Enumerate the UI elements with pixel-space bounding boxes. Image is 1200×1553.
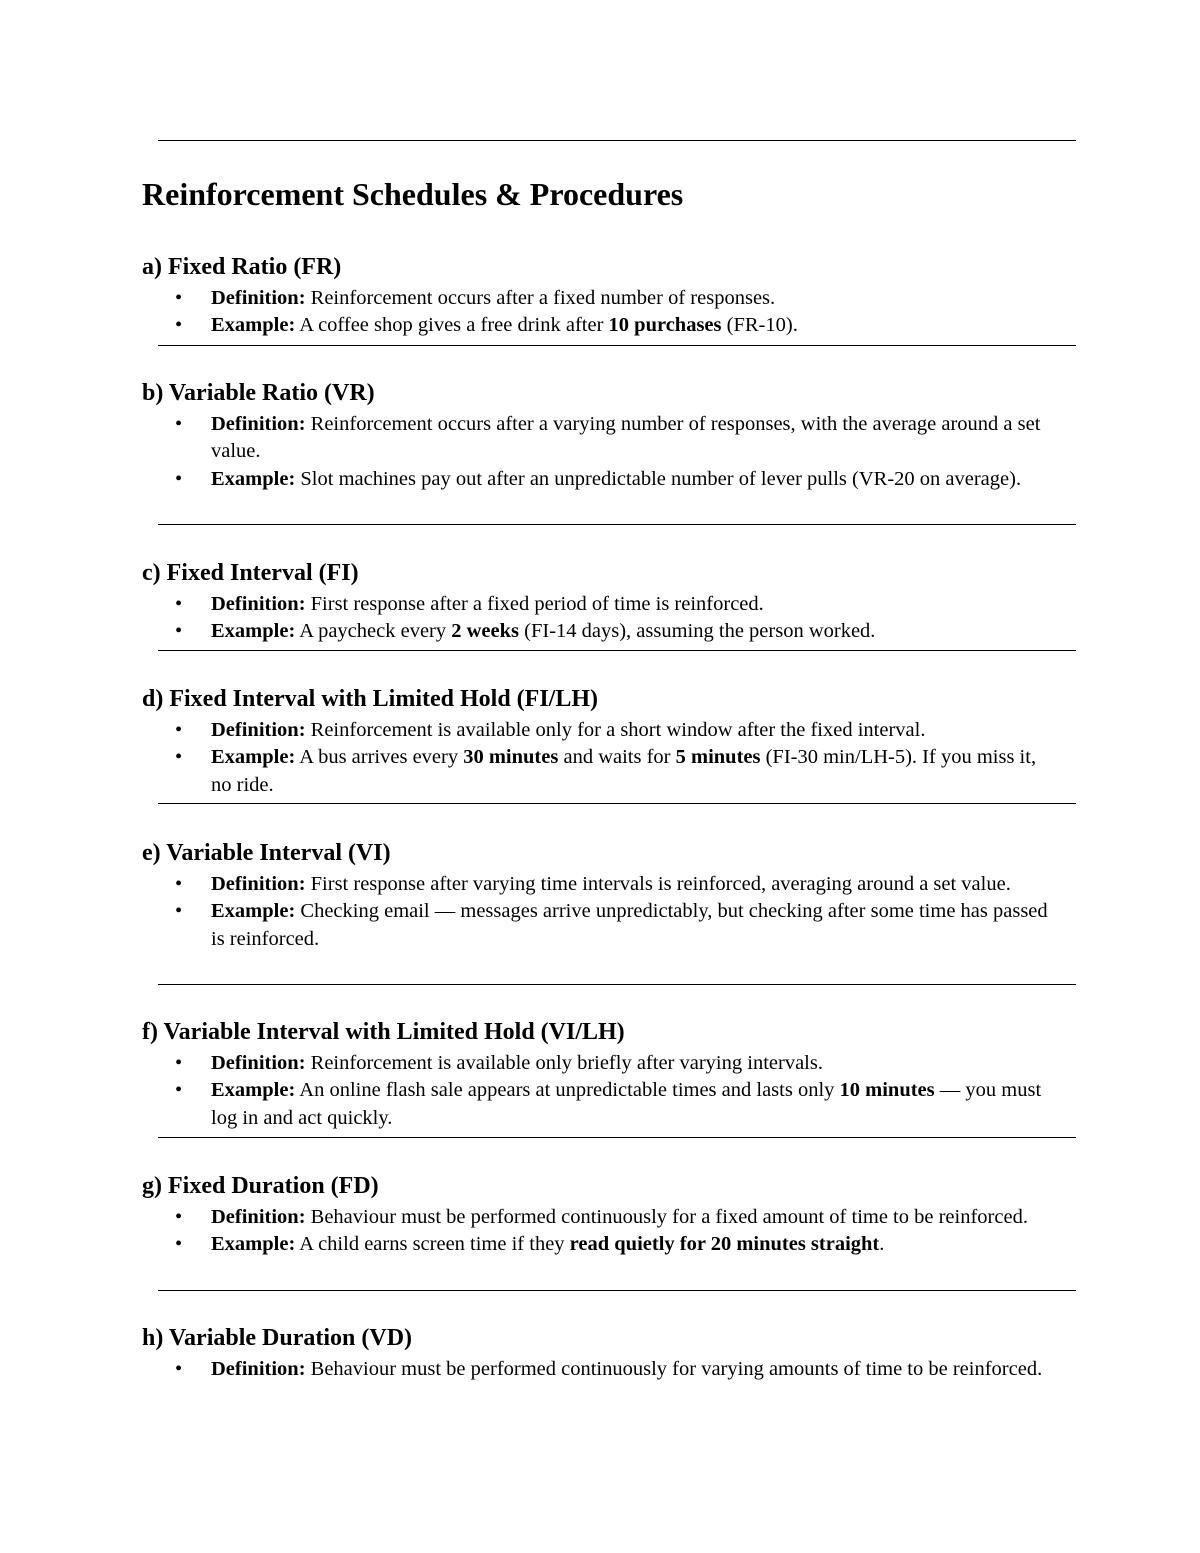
section-divider (158, 345, 1076, 346)
section-divider (158, 524, 1076, 525)
section-divider (158, 1290, 1076, 1291)
bullet-icon: • (175, 620, 183, 643)
example-item (142, 312, 1059, 339)
bullet-list (142, 1204, 1062, 1259)
bullet-list (142, 591, 1062, 646)
section-heading: f) Variable Interval with Limited Hold (VI/LH) (142, 1019, 625, 1045)
definition-item (142, 1050, 1059, 1077)
bullet-icon: • (175, 873, 183, 895)
bullet-icon: • (175, 287, 183, 309)
section-heading: e) Variable Interval (VI) (142, 840, 391, 866)
section-heading: h) Variable Duration (VD) (142, 1325, 413, 1351)
example-emphasis: 5 minutes (675, 746, 761, 769)
section-heading: b) Variable Ratio (VR) (142, 380, 375, 406)
bullet-list (142, 717, 1062, 799)
example-text: (FI-14 days), assuming the person worked. (519, 620, 876, 643)
example-label: Example: (211, 1233, 296, 1256)
section-divider (158, 1137, 1076, 1138)
section-divider (158, 650, 1076, 651)
example-text: and waits for (558, 746, 676, 769)
example-label: Example: (211, 746, 296, 769)
definition-label: Definition: (211, 719, 306, 741)
example-label: Example: (211, 314, 296, 337)
example-item (142, 898, 1059, 953)
example-label: Example: (211, 900, 296, 923)
example-emphasis: 30 minutes (463, 746, 559, 769)
example-emphasis: 2 weeks (451, 620, 520, 643)
definition-item (142, 717, 1059, 744)
definition-text: First response after varying time intervals is reinforced, averaging around a set value. (305, 873, 1011, 895)
example-text: — you must log in and act quickly. (211, 1079, 1042, 1129)
definition-label: Definition: (211, 873, 306, 895)
bullet-icon: • (175, 467, 183, 490)
example-label: Example: (211, 1079, 296, 1102)
bullet-list (142, 411, 1062, 493)
section-fixed-interval-limited-hold (142, 684, 1062, 799)
example-text: (FR-10). (721, 314, 798, 337)
bullet-list (142, 285, 1062, 340)
bullet-list (142, 871, 1062, 953)
definition-label: Definition: (211, 593, 306, 615)
bullet-icon: • (175, 719, 183, 741)
section-heading: a) Fixed Ratio (FR) (142, 254, 342, 280)
definition-label: Definition: (211, 1206, 306, 1228)
example-text: Slot machines pay out after an unpredictable number of lever pulls (VR-20 on average). (295, 467, 1022, 490)
example-item (142, 1077, 1059, 1132)
bullet-icon: • (175, 1233, 183, 1256)
definition-item (142, 411, 1059, 466)
example-emphasis: 10 purchases (608, 314, 722, 337)
bullet-icon: • (175, 1079, 183, 1102)
definition-text: First response after a fixed period of time is reinforced. (305, 593, 764, 615)
definition-item (142, 871, 1059, 898)
section-divider (158, 803, 1076, 804)
section-fixed-ratio (142, 252, 1062, 340)
definition-text: Reinforcement occurs after a varying number of responses, with the average around a set value. (211, 413, 1041, 463)
definition-item (142, 1356, 1059, 1383)
example-text: A child earns screen time if they (295, 1233, 570, 1256)
example-item (142, 1231, 1059, 1258)
bullet-icon: • (175, 1358, 183, 1380)
definition-text: Reinforcement is available only briefly after varying intervals. (305, 1052, 823, 1074)
definition-text: Reinforcement occurs after a fixed number of responses. (305, 287, 776, 309)
example-text: A coffee shop gives a free drink after (295, 314, 609, 337)
example-text: (FI-30 min/LH-5). If you miss it, no ride. (211, 746, 1037, 796)
section-heading: g) Fixed Duration (FD) (142, 1173, 379, 1199)
page-title: Reinforcement Schedules & Procedures (142, 176, 684, 212)
example-emphasis: 10 minutes (839, 1079, 935, 1102)
definition-label: Definition: (211, 1052, 306, 1074)
bullet-icon: • (175, 593, 183, 615)
example-emphasis: read quietly for 20 minutes straight (569, 1233, 880, 1256)
definition-text: Behaviour must be performed continuously for a fixed amount of time to be reinforced. (305, 1206, 1028, 1228)
example-item (142, 618, 1059, 645)
top-divider (158, 140, 1076, 141)
section-heading: d) Fixed Interval with Limited Hold (FI/LH) (142, 686, 598, 712)
example-label: Example: (211, 620, 296, 643)
definition-label: Definition: (211, 1358, 306, 1380)
definition-text: Behaviour must be performed continuously for varying amounts of time to be reinforced. (305, 1358, 1043, 1380)
bullet-icon: • (175, 314, 183, 337)
bullet-icon: • (175, 900, 183, 923)
section-divider (158, 984, 1076, 985)
section-heading: c) Fixed Interval (FI) (142, 560, 359, 586)
example-item (142, 466, 1059, 493)
example-text: A paycheck every (295, 620, 452, 643)
section-variable-ratio (142, 378, 1062, 493)
bullet-list (142, 1356, 1062, 1383)
section-variable-duration (142, 1323, 1062, 1383)
definition-item (142, 285, 1059, 312)
definition-item (142, 591, 1059, 618)
example-text: A bus arrives every (295, 746, 464, 769)
bullet-icon: • (175, 746, 183, 769)
bullet-list (142, 1050, 1062, 1132)
example-text: Checking email — messages arrive unpredictably, but checking after some time has passed is reinforced. (211, 900, 1048, 950)
bullet-icon: • (175, 413, 183, 435)
bullet-icon: • (175, 1206, 183, 1228)
example-text: An online flash sale appears at unpredictable times and lasts only (295, 1079, 840, 1102)
definition-label: Definition: (211, 413, 306, 435)
example-label: Example: (211, 467, 296, 490)
section-variable-interval-limited-hold (142, 1017, 1062, 1132)
example-text: . (879, 1233, 885, 1256)
section-fixed-duration (142, 1171, 1062, 1259)
definition-item (142, 1204, 1059, 1231)
section-fixed-interval (142, 558, 1062, 646)
definition-label: Definition: (211, 287, 306, 309)
section-variable-interval (142, 838, 1062, 953)
example-item (142, 744, 1059, 799)
bullet-icon: • (175, 1052, 183, 1074)
definition-text: Reinforcement is available only for a short window after the fixed interval. (305, 719, 926, 741)
